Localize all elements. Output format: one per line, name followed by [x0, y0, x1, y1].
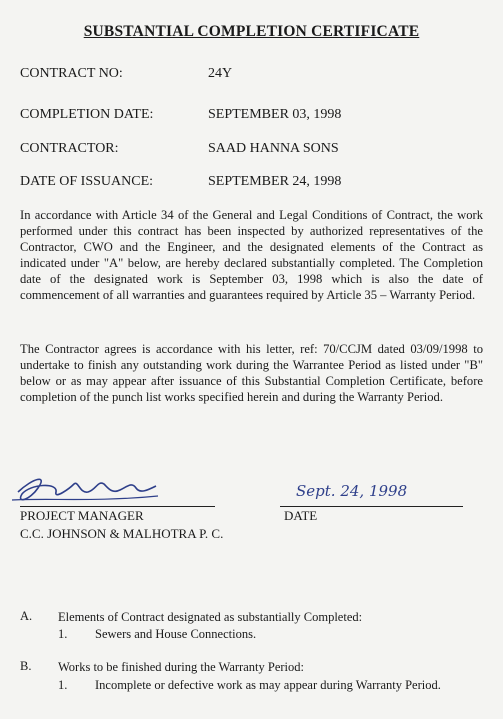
field-label: DATE OF ISSUANCE:: [20, 174, 154, 189]
date-label: DATE: [284, 508, 318, 523]
list-b-item: Incomplete or defective work as may appear during Warranty Period.: [95, 678, 441, 692]
project-manager-label: PROJECT MANAGER: [20, 508, 144, 523]
list-a-letter: A.: [20, 609, 33, 623]
date-line: [280, 506, 463, 507]
list-b-heading: Works to be finished during the Warranty Period:: [58, 660, 304, 674]
paragraph-declaration: In accordance with Article 34 of the General and Legal Conditions of Contract, the work performed under this contract has been inspected by authorized representatives of the Contractor, CWO and the Engineer, and the designated elements of the Contract as indicated under "A" below, are hereby declared substantially completed. The Completion date of the designated work is September 03, 1998 which is also the date of commencement of all warranties and guarantees required by Article 35 – Warranty Period.: [20, 208, 483, 302]
handwritten-date: Sept. 24, 1998: [296, 482, 408, 500]
field-value: SAAD HANNA SONS: [208, 141, 339, 156]
list-b-item-num: 1.: [58, 678, 68, 692]
list-b-letter: B.: [20, 659, 32, 673]
signature-image: [8, 470, 168, 510]
field-label: CONTRACTOR:: [20, 141, 119, 156]
firm-name: C.C. JOHNSON & MALHOTRA P. C.: [20, 526, 224, 541]
signature-line: [20, 506, 215, 507]
paragraph-contractor-agreement: The Contractor agrees is accordance with his letter, ref: 70/CCJM dated 03/09/1998 to undertake to finish any outstanding work during the Warrantee Period as listed under "B" below or as may appear after issuance of this Substantial Completion Certificate, before completion of the punch list works specified herein and during the Warranty Period.: [20, 342, 483, 404]
document-title: SUBSTANTIAL COMPLETION CERTIFICATE: [83, 23, 420, 40]
list-a-heading: Elements of Contract designated as substantially Completed:: [58, 610, 363, 624]
field-value: 24Y: [208, 66, 233, 81]
field-value: SEPTEMBER 03, 1998: [208, 107, 342, 122]
list-a-item-num: 1.: [58, 627, 68, 641]
field-label: COMPLETION DATE:: [20, 107, 154, 122]
field-label: CONTRACT NO:: [20, 66, 123, 81]
field-value: SEPTEMBER 24, 1998: [208, 174, 342, 189]
list-a-item: Sewers and House Connections.: [95, 627, 257, 641]
